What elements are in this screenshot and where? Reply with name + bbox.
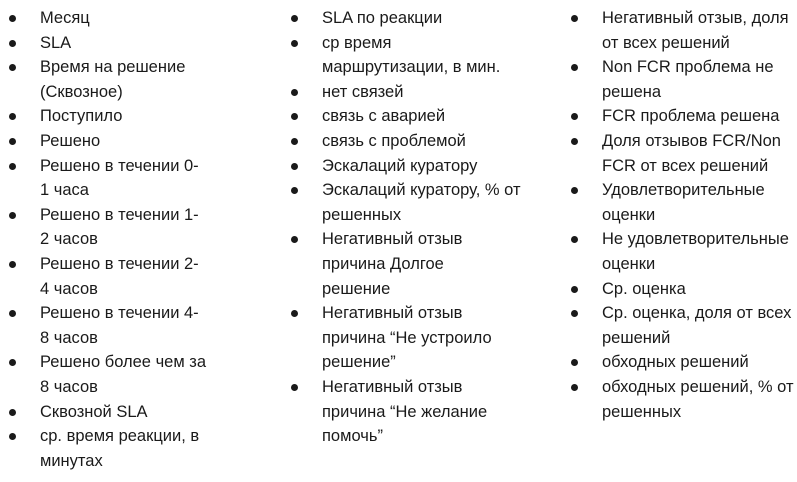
list-item-text: нет связей [322,82,404,101]
list-item-text: Решено [40,131,101,150]
list-item [562,301,797,350]
list-item-text: ср время маршрутизации, в мин. [322,33,501,77]
list-item [0,55,195,104]
list-item-text: Негативный отзыв причина “Не устроило решение” [322,304,492,372]
list-item [282,178,522,227]
list-item [0,301,200,350]
list-item [562,227,792,276]
list-item-text: Месяц [40,9,90,27]
list-item-text: Решено в течении 2-4 часов [40,254,199,298]
list-item [282,31,517,80]
list-item [562,350,794,375]
list-item-text: связь с аварией [322,107,446,126]
list-item-text: Эскалаций куратору, % от решенных [322,181,521,224]
list-item [282,104,532,129]
list-item [282,301,507,375]
list-item-text: Решено более чем за 8 часов [40,353,207,396]
list-item [0,154,200,203]
list-item [282,227,487,301]
list-item-text: SLA [40,33,72,52]
list-item [562,55,792,104]
list-item-text: обходных решений [602,353,749,372]
list-item-text: ср. время реакции, в минутах [40,427,200,470]
list-item-text: Ср. оценка [602,279,686,298]
bullet-list-column-3 [562,6,794,424]
list-item-text: Решено в течении 4-8 часов [40,304,199,347]
list-item-text: Поступило [40,107,123,126]
list-item-text: Решено в течении 1-2 часов [40,205,199,249]
list-item [562,178,797,227]
list-item-text: Негативный отзыв причина “Не желание помочь” [322,377,488,446]
list-item-text: Ср. оценка, доля от всех решений [602,304,792,347]
list-item-text: Non FCR проблема не решена [602,58,774,101]
list-item-text: Эскалаций куратору [322,156,478,175]
list-item [562,6,797,55]
list-item-text: FCR проблема решена [602,107,780,126]
list-item [562,277,794,302]
list-item [562,375,797,424]
list-item-text: SLA по реакции [322,9,443,27]
bullet-list-column-2 [282,6,532,449]
list-item-text: Сквозной SLA [40,402,148,421]
list-item [282,154,532,179]
list-item [0,31,250,56]
list-item [0,424,220,473]
list-item [562,129,797,178]
list-item [282,80,532,105]
list-item-text: Время на решение (Сквозное) [40,58,186,101]
list-item [0,104,250,129]
list-item [0,129,250,154]
list-item-text: Не удовлетворительные оценки [602,230,789,273]
bullet-list-column-1 [0,6,250,473]
list-item-text: Доля отзывов FCR/Non FCR от всех решений [602,131,781,175]
list-item-text: Негативный отзыв причина Долгое решение [322,230,463,298]
list-item-text: связь с проблемой [322,131,466,150]
list-item-text: Решено в течении 0-1 часа [40,156,199,200]
list-item [0,252,200,301]
list-item [0,400,250,425]
list-item-text: Негативный отзыв, доля от всех решений [602,9,789,52]
list-item-text: обходных решений, % от решенных [602,377,794,421]
list-item-text: Удовлетворительные оценки [602,181,765,224]
list-item [282,375,507,449]
list-item [0,203,200,252]
list-item [282,129,532,154]
list-item [0,350,210,399]
list-item [562,104,794,129]
list-item [282,6,532,31]
list-item [0,6,250,31]
